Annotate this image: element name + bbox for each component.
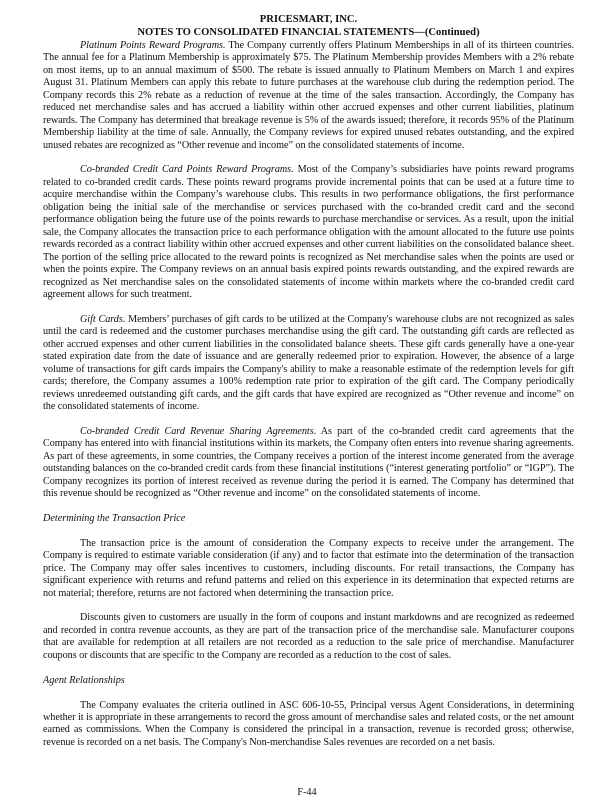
paragraph-body: . As part of the co-branded credit card agreements that the Company has entered into with financial institutions within its markets, the Company often enters into revenue sharing agreements. As part of these agreements, in some countries, the Company receives a portion of the interest income generated from the average outstanding balances on the co-branded credit cards from these financial institutions (“interest generating portfolio” or “IGP”). The Company recognizes its portion of interest received as revenue during the period it is earned. The Company has determined that this revenue should be recognized as “Other revenue and income” on the consolidated statements of income. [43, 425, 574, 500]
paragraph-transaction-price: The transaction price is the amount of consideration the Company expects to receive under the arrangement. The Company is required to estimate variable consideration (if any) and to factor that estimate into the determination of the transaction price. The Company may offer sales incentives to customers, including discounts. For retail transactions, the Company has significant experience with returns and refund patterns and relied on this experience in its determination that expected returns are not material; therefore, returns are not factored when determining the transaction price. [43, 537, 574, 599]
paragraph-platinum-points [43, 40, 574, 152]
spacer [43, 413, 574, 425]
spacer [43, 687, 574, 699]
paragraph-body: Most of the Company’s subsidiaries have points reward programs related to co-branded credit cards. These points reward programs provide incremental points that can be used at a future time to acquire merchandise within the Company’s warehouse clubs. This results in two performance obligations, the first performance obligation being the initial sale of the merchandise or services purchased with the co-branded credit card and the second performance obligation being the future use of the points rewards to purchase merchandise or services. As a result, upon the initial sale, the Company allocates the transaction price to each performance obligation with the amount allocated to the future use points rewards recorded as a contract liability within other accrued expenses and other current liabilities on the consolidated balance sheet. The portion of the selling price allocated to the reward points is recognized as Net merchandise sales when the points are used or when the points expire. The Company reviews on an annual basis expired points rewards outstanding, and the expired rewards are recognized as Net merchandise sales on the consolidated statements of income within markets where the co-branded credit card agreement allows for such treatment. [43, 164, 575, 300]
paragraph-agent-relationships: The Company evaluates the criteria outlined in ASC 606-10-55, Principal versus Agent Considerations, in determining whether it is appropriate in these arrangements to record the gross amount of merchandise sales and related costs, or the net amount earned as commissions. When the Company is considered the principal in a transaction, revenue is recorded gross; otherwise, revenue is recorded on a net basis. The Company's Non-merchandise Sales revenues are recorded on a net basis. [43, 699, 574, 748]
spacer [43, 501, 574, 513]
spacer [43, 301, 574, 313]
paragraph-lead: Co-branded Credit Card Points Reward Programs. [80, 164, 294, 176]
section-heading-transaction-price: Determining the Transaction Price [43, 512, 186, 524]
spacer [43, 662, 574, 674]
document-page [43, 14, 574, 749]
paragraph-cobranded-points [43, 164, 574, 301]
company-name: PRICESMART, INC. [259, 14, 358, 25]
document-title: NOTES TO CONSOLIDATED FINANCIAL STATEMENTS—(Continued) [137, 26, 480, 38]
page-header [43, 14, 574, 39]
paragraph-discounts: Discounts given to customers are usually in the form of coupons and instant markdowns and are recognized as redeemed and recorded in contra revenue accounts, as they are part of the transaction price of the merchandise sale. Manufacturer coupons that are available for redemption at all retailers are not recorded as a reduction to the sale price of merchandise. Manufacturer coupons or discounts that are specific to the Company are recorded as a reduction to the cost of sales. [43, 612, 574, 661]
spacer [43, 600, 574, 612]
spacer [43, 525, 574, 537]
paragraph-lead: Co-branded Credit Card Revenue Sharing Agreements [80, 425, 314, 437]
page-number: F-44 [297, 787, 317, 798]
spacer [43, 152, 574, 164]
paragraph-body: The Company currently offers Platinum Memberships in all of its thirteen countries. The annual fee for a Platinum Membership is approximately $75. The Platinum Membership provides Members with a 2% rebate on most items, up to an annual maximum of $500. The rebate is issued annually to Platinum Members on March 1 and expires August 31. Platinum Members can apply this rebate to future purchases at the warehouse club during the redemption period. The Company records this 2% rebate as a reduction of revenue at the time of the sales transaction. Accordingly, the Company has reduced net merchandise sales and has accrued a liability within other accrued expenses and other current liabilities, platinum rewards. The Company has determined that breakage revenue is 5% of the awards issued; therefore, it records 95% of the Platinum Membership liability at the time of sale. Annually, the Company reviews for expired unused rebates outstanding, and the expired unused rebates are recognized as “Other revenue and income” on the consolidated statements of income. [43, 40, 575, 151]
section-heading-agent-relationships: Agent Relationships [43, 674, 125, 686]
paragraph-lead: Platinum Points Reward Programs. [80, 40, 226, 51]
paragraph-gift-cards [43, 314, 574, 414]
paragraph-lead: Gift Cards [80, 313, 123, 325]
paragraph-body: . Members’ purchases of gift cards to be utilized at the Company's warehouse clubs are not recognized as sales until the card is redeemed and the customer purchases merchandise using the gift card. The outstanding gift cards are reflected as other accrued expenses and other current liabilities in the consolidated balance sheets. These gift cards generally have a one-year stated expiration date from the date of issuance and are generally redeemed prior to expiration. However, the absence of a large volume of transactions for gift cards impairs the Company's ability to make a reasonable estimate of the redemption levels for gift cards; therefore, the Company assumes a 100% redemption rate prior to expiration of the gift card. The Company periodically reviews unredeemed outstanding gift cards, and the gift cards that have expired are recognized as “Other revenue and income” on the consolidated statements of income. [43, 313, 574, 413]
paragraph-revenue-sharing [43, 426, 574, 501]
